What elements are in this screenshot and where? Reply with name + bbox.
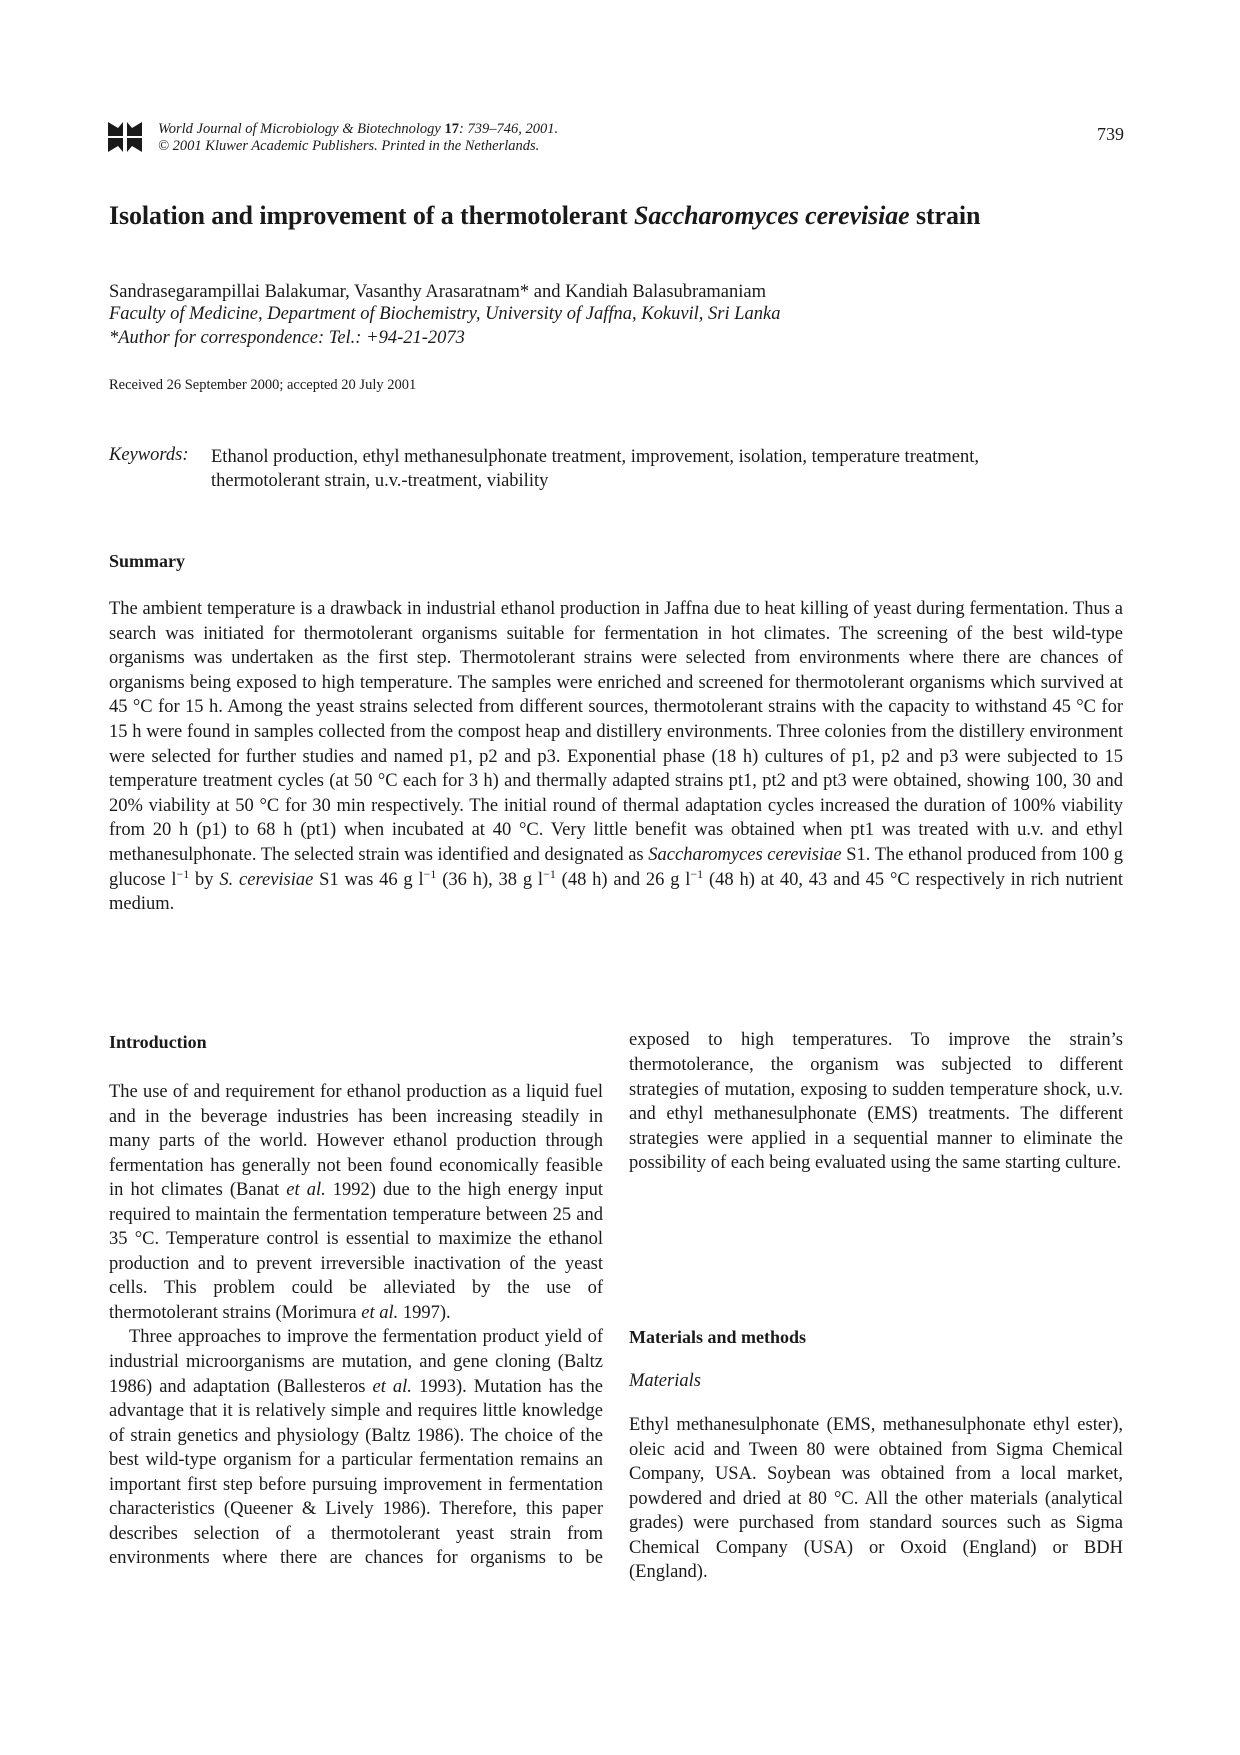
- page-number: 739: [1097, 124, 1124, 144]
- introduction-paragraph-1: The use of and requirement for ethanol production as a liquid fuel and in the beverage industries has been increasing steadily in many parts of the world. However ethanol production through fermentation has generally not been found economically feasible in hot climates (Banat et al. 1992) due to the high energy input required to maintain the fermentation temperature between 25 and 35 °C. Temperature control is essential to maximize the ethanol production and to prevent irreversible inactivation of the yeast cells. This problem could be alleviated by the use of thermotolerant strains (Morimura et al. 1997).: [109, 1082, 603, 1323]
- materials-paragraph: Ethyl methanesulphonate (EMS, methanesulphonate ethyl ester), oleic acid and Tween 80 were obtained from Sigma Chemical Company, USA. Soybean was obtained from a local market, powdered and dried at 80 °C. All the other materials (analytical grades) were purchased from standard sources such as Sigma Chemical Company (USA) or Oxoid (England) or BDH (England).: [629, 1415, 1123, 1583]
- affiliation: Faculty of Medicine, Department of Biochemistry, University of Jaffna, Kokuvil, Sri Lanka: [109, 304, 781, 324]
- title-species: Saccharomyces cerevisiae: [634, 201, 910, 230]
- summary-heading: Summary: [109, 551, 185, 571]
- article-title: Isolation and improvement of a thermotolerant Saccharomyces cerevisiae strain: [109, 201, 981, 230]
- received-dates: Received 26 September 2000; accepted 20 July 2001: [109, 377, 417, 393]
- introduction-heading: Introduction: [109, 1032, 207, 1052]
- introduction-paragraph-2: Three approaches to improve the fermentation product yield of industrial microorganisms are mutation, and gene cloning (Baltz 1986) and adaptation (Ballesteros et al. 1993). Mutation has the advantage that it is relatively simple and requires little knowledge of strain genetics and physiology (Baltz 1986). The choice of the best wild-type organism for a particular fermentation remains an important first step before pursuing improvement in fermentation characteristics (Queener & Lively 1986). Therefore, this paper describes selection of a thermotolerant yeast strain from environments where there are chances for organisms to be: [109, 1327, 603, 1569]
- materials-subheading: Materials: [629, 1371, 701, 1391]
- journal-header: [158, 121, 558, 155]
- journal-name: World Journal of Microbiology & Biotechnology: [158, 121, 441, 137]
- keywords-label: Keywords:: [109, 445, 189, 465]
- right-column: [629, 1030, 1123, 1585]
- keywords-text: Ethanol production, ethyl methanesulphonate treatment, improvement, isolation, temperature treatment, thermotolerant strain, u.v.-treatment, viability: [211, 447, 980, 491]
- introduction-paragraph-2-continued: exposed to high temperatures. To improve the strain’s thermotolerance, the organism was subjected to different strategies of mutation, exposing to sudden temperature shock, u.v. and ethyl methanesulphonate (EMS) treatments. The different strategies were applied in a sequential manner to eliminate the possibility of each being evaluated using the same starting culture.: [629, 1030, 1123, 1174]
- methods-heading: Materials and methods: [629, 1327, 806, 1347]
- publisher-logo-icon: [106, 120, 144, 154]
- journal-volume: 17: [444, 121, 459, 137]
- copyright-line: © 2001 Kluwer Academic Publishers. Printed in the Netherlands.: [158, 138, 540, 154]
- left-column: [109, 1030, 603, 1572]
- summary-text: The ambient temperature is a drawback in industrial ethanol production in Jaffna due to heat killing of yeast during fermentation. Thus a search was initiated for thermotolerant organisms suitable for fermentation in hot climates. The screening of the best wild-type organisms was undertaken as the first step. Thermotolerant strains were selected from environments where there are chances of organisms being exposed to high temperature. The samples were enriched and screened for thermotolerant organisms which survived at 45 °C for 15 h. Among the yeast strains selected from different sources, thermotolerant strains with the capacity to withstand 45 °C for 15 h were found in samples collected from the compost heap and distillery environments. Three colonies from the distillery environment were selected for further studies and named p1, p2 and p3. Exponential phase (18 h) cultures of p1, p2 and p3 were subjected to 15 temperature treatment cycles (at 50 °C each for 3 h) and thermally adapted strains pt1, pt2 and pt3 were obtained, showing 100, 30 and 20% viability at 50 °C for 30 min respectively. The initial round of thermal adaptation cycles increased the duration of 100% viability from 20 h (p1) to 68 h (pt1) when incubated at 40 °C. Very little benefit was obtained when pt1 was treated with u.v. and ethyl methanesulphonate. The selected strain was identified and designated as Saccharomyces cerevisiae S1. The ethanol produced from 100 g glucose $l^{-1}$ by S. cerevisiae S1 was 46 g $l^{-1}$ (36 h), 38 g $l^{-1}$ (48 h) and 26 g $l^{-1}$ (48 h) at 40, 43 and 45 °C respectively in rich nutrient medium.: [109, 599, 1123, 915]
- author-list: Sandrasegarampillai Balakumar, Vasanthy Arasaratnam* and Kandiah Balasubramaniam: [109, 282, 766, 302]
- correspondence: *Author for correspondence: Tel.: +94-21-2073: [109, 328, 465, 348]
- journal-pages-year: : 739–746, 2001.: [458, 121, 559, 137]
